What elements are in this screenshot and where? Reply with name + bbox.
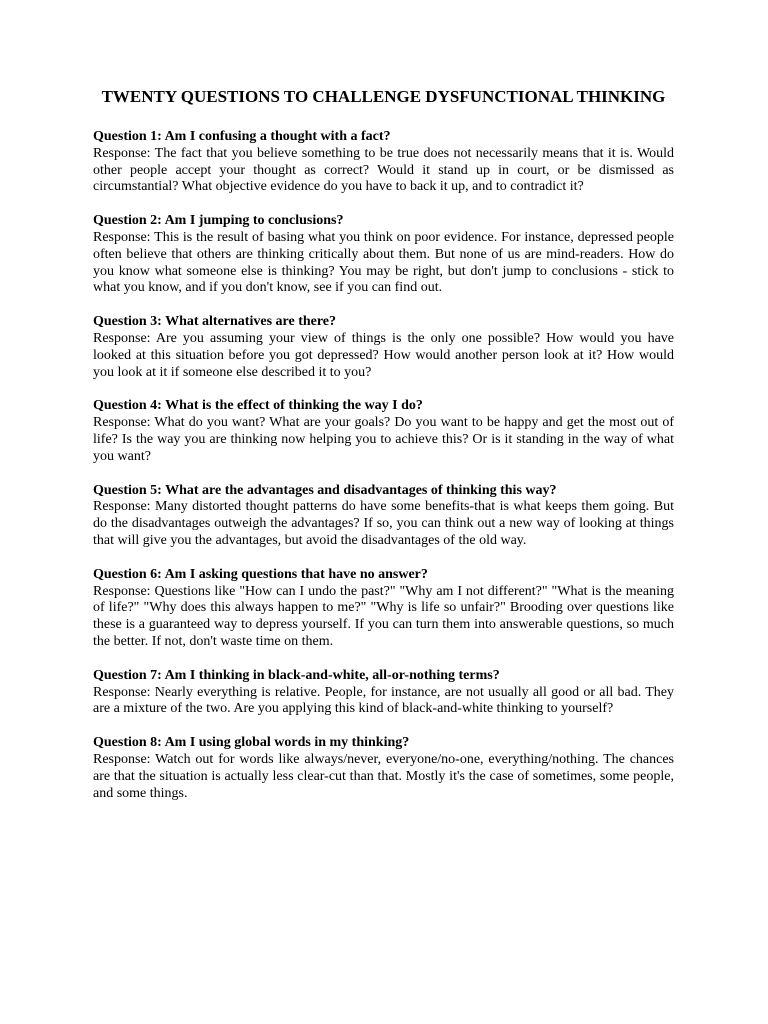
document-title: TWENTY QUESTIONS TO CHALLENGE DYSFUNCTIONAL THINKING xyxy=(101,87,666,106)
question-block-7 xyxy=(93,668,674,718)
response-text: Response: Are you assuming your view of things is the only one possible? How would you have looked at this situation before you got depressed? How would another person look at it? How would you look at it if someone else described it to you? xyxy=(93,330,674,380)
response-text: Response: This is the result of basing what you think on poor evidence. For instance, depressed people often believe that others are thinking critically about them. But none of us are mind-readers. How do you know what someone else is thinking? You may be right, but don't jump to conclusions - stick to what you know, and if you don't know, see if you can find out. xyxy=(93,229,674,296)
response-text: Response: Watch out for words like always/never, everyone/no-one, everything/nothing. The chances are that the situation is actually less clear-cut than that. Mostly it's the case of sometimes, some people, and some things. xyxy=(93,751,674,801)
response-text: Response: Nearly everything is relative. People, for instance, are not usually all good or all bad. They are a mixture of the two. Are you applying this kind of black-and-white thinking to yourself? xyxy=(93,684,674,717)
question-heading: Question 5: What are the advantages and disadvantages of thinking this way? xyxy=(93,482,557,498)
question-heading: Question 7: Am I thinking in black-and-white, all-or-nothing terms? xyxy=(93,667,500,683)
question-block-2 xyxy=(93,213,674,297)
question-block-8 xyxy=(93,735,674,802)
question-heading: Question 4: What is the effect of thinking the way I do? xyxy=(93,398,423,414)
question-heading: Question 1: Am I confusing a thought with a fact? xyxy=(93,129,391,144)
question-heading: Question 2: Am I jumping to conclusions? xyxy=(93,213,344,229)
response-text: Response: The fact that you believe something to be true does not necessarily means that it is. Would other people accept your thought as correct? Would it stand up in court, or be dismissed as circumstantial? What objective evidence do you have to back it up, and to contradict it? xyxy=(93,145,674,195)
question-block-6 xyxy=(93,567,674,651)
question-block-3 xyxy=(93,314,674,381)
question-heading: Question 3: What alternatives are there? xyxy=(93,314,337,330)
question-heading: Question 6: Am I asking questions that have no answer? xyxy=(93,566,428,582)
question-block-5 xyxy=(93,483,674,550)
response-text: Response: What do you want? What are your goals? Do you want to be happy and get the most out of life? Is the way you are thinking now helping you to achieve this? Or is it standing in the way of what you want? xyxy=(93,415,674,464)
question-block-1 xyxy=(93,129,674,196)
response-text: Response: Many distorted thought patterns do have some benefits-that is what keeps them going. But do the disadvantages outweigh the advantages? If so, you can think out a new way of looking at things that will give you the advantages, but avoid the disadvantages of the old way. xyxy=(93,499,674,548)
question-block-4 xyxy=(93,398,674,465)
response-text: Response: Questions like "How can I undo the past?" "Why am I not different?" "What is the meaning of life?" "Why does this always happen to me?" "Why is life so unfair?" Brooding over questions like these is a guaranteed way to depress yourself. If you can turn them into answerable questions, so much the better. If not, don't waste time on them. xyxy=(93,583,674,649)
document-page xyxy=(93,87,674,819)
question-heading: Question 8: Am I using global words in my thinking? xyxy=(93,735,410,751)
